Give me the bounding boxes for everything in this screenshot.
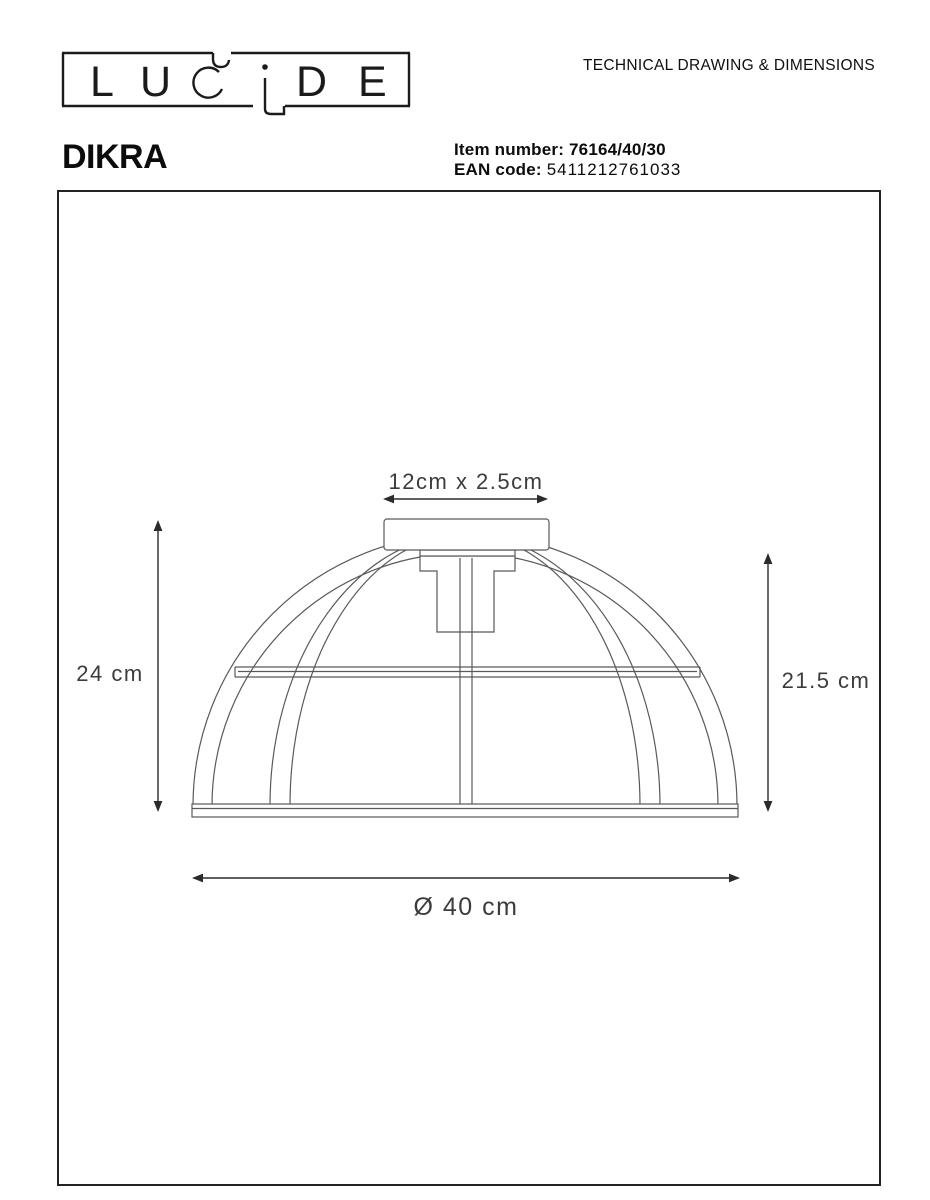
crossbar <box>235 667 700 677</box>
dimension-left <box>76 520 162 812</box>
document-title: TECHNICAL DRAWING & DIMENSIONS <box>582 57 875 74</box>
dimension-bottom <box>192 874 740 921</box>
lucide-logo <box>62 53 410 114</box>
mount-lip <box>420 550 515 556</box>
dimension-bottom-label: Ø 40 cm <box>413 893 519 921</box>
dimension-right-label: 21.5 cm <box>781 668 871 693</box>
dimension-right <box>764 553 871 812</box>
mount-plate <box>384 519 549 550</box>
logo-letter-c <box>193 68 222 98</box>
ean-label: EAN code: <box>454 160 542 179</box>
dimension-left-label: 24 cm <box>76 661 144 686</box>
item-number-value: 76164/40/30 <box>569 140 666 159</box>
ean-value: 5411212761033 <box>546 160 682 179</box>
logo-letter-e: E <box>358 58 387 106</box>
stem-yoke <box>420 556 515 632</box>
dimension-top <box>383 469 548 503</box>
item-number-label: Item number: <box>454 140 565 159</box>
logo-letter-l: L <box>90 58 114 106</box>
product-name: DIKRA <box>62 138 168 176</box>
logo-letter-i-dot <box>262 64 268 70</box>
logo-hook-icon <box>213 53 229 67</box>
logo-letter-d: D <box>296 58 328 106</box>
dimension-top-label: 12cm x 2.5cm <box>388 469 544 494</box>
logo-letter-i <box>265 78 284 114</box>
logo-letter-u: U <box>140 58 172 106</box>
technical-drawing <box>76 469 870 921</box>
bottom-rim <box>192 804 738 817</box>
